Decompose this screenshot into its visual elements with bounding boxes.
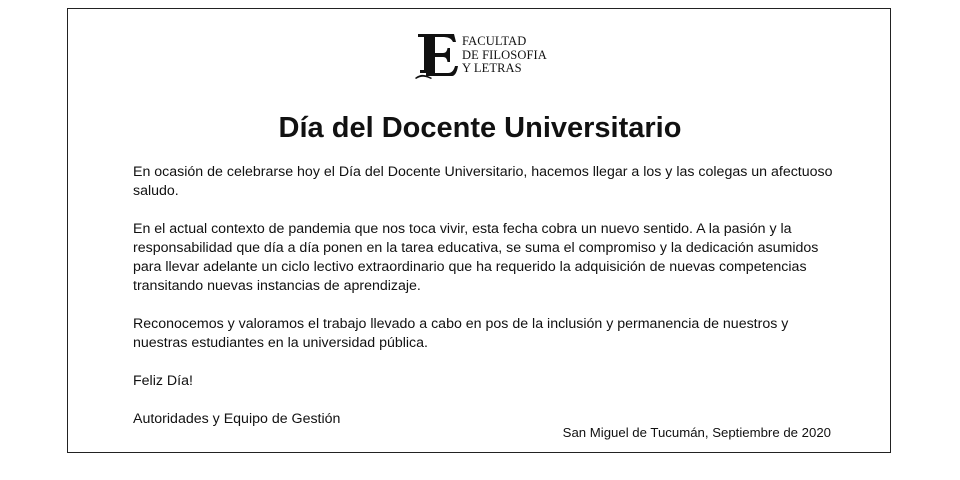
letter-body (133, 163, 833, 448)
paragraph-recognition: Reconocemos y valoramos el trabajo llevado a cabo en pos de la inclusión y permanencia de nuestros y nuestras estudiantes en la universidad pública. (133, 316, 789, 351)
faculty-name-line-3: Y LETRAS (462, 61, 522, 75)
paragraph-greeting: En ocasión de celebrarse hoy el Día del Docente Universitario, hacemos llegar a los y las colegas un afectuoso saludo. (133, 164, 833, 199)
paragraph-context: En el actual contexto de pandemia que nos toca vivir, esta fecha cobra un nuevo sentido. A la pasión y la responsabilidad que día a día ponen en la tarea educativa, se suma el compromiso y la dedicación asumidos para llevar adelante un ciclo lectivo extraordinario que ha requerido la adquisición de nuevas competencias transitando nuevas instancias de aprendizaje. (133, 221, 819, 294)
faculty-logo (414, 32, 547, 80)
faculty-name-line-2: DE FILOSOFIA (462, 47, 547, 62)
document-title: Día del Docente Universitario (278, 112, 682, 144)
paragraph-signature: Autoridades y Equipo de Gestión (133, 411, 341, 427)
paragraph-wish: Feliz Día! (133, 373, 193, 389)
faculty-name-line-1: FACULTAD (462, 34, 527, 48)
faculty-monogram-icon (414, 32, 460, 80)
place-and-date: San Miguel de Tucumán, Septiembre de 2020 (562, 425, 831, 440)
faculty-name (462, 35, 547, 76)
